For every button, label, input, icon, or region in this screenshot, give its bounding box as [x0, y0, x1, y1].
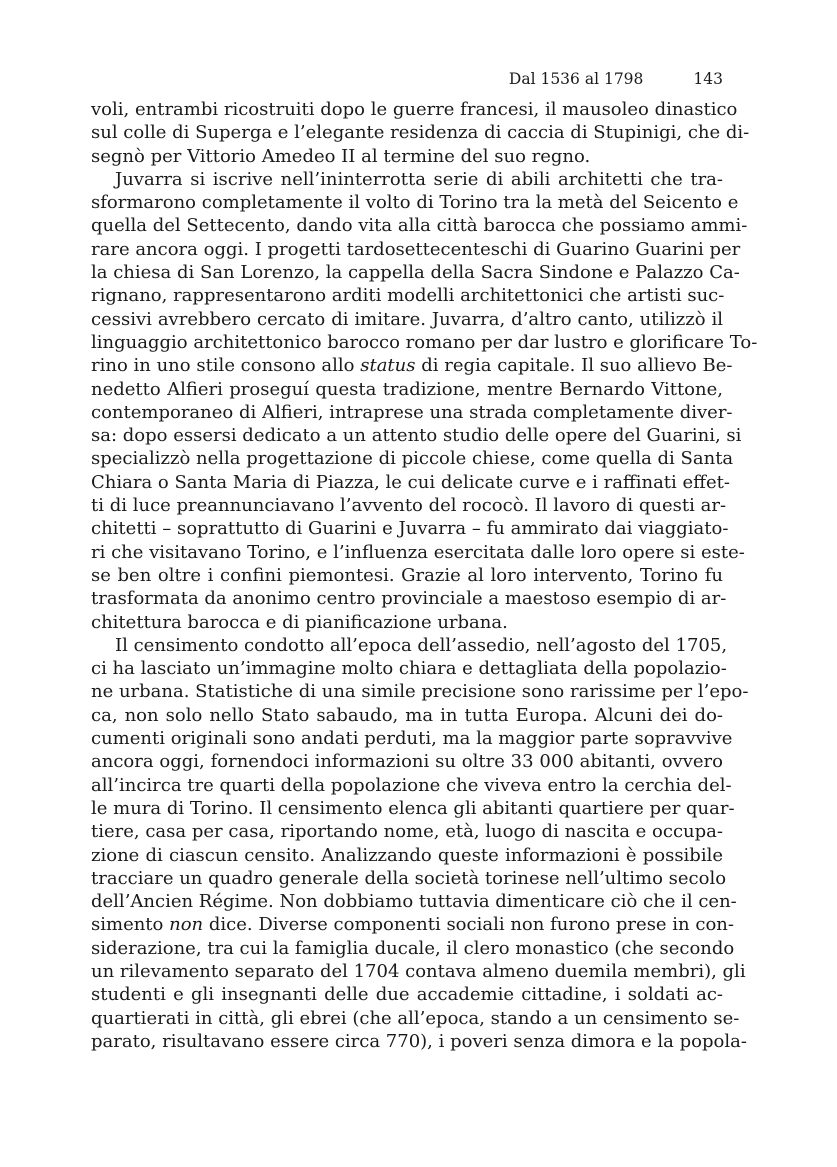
text-line: un rilevamento separato del 1704 contava almeno duemila membri), gli: [91, 960, 746, 982]
text-line-with-italic: simento non dice. Diverse componenti sociali non furono prese in con-: [91, 914, 734, 936]
body-text: [91, 98, 758, 1053]
text-line: sformarono completamente il volto di Torino tra la metà del Seicento e: [91, 192, 739, 214]
text-line: studenti e gli insegnanti delle due accademie cittadine, i soldati ac-: [91, 984, 723, 1006]
text-line: nedetto Alfieri proseguí questa tradizione, mentre Bernardo Vittone,: [91, 378, 723, 400]
text-line: tracciare un quadro generale della società torinese nell’ultimo secolo: [91, 867, 727, 889]
italic-word: status: [360, 355, 416, 377]
text-line: voli, entrambi ricostruiti dopo le guerre francesi, il mausoleo dinastico: [91, 99, 738, 120]
text-line: siderazione, tra cui la famiglia ducale, il clero monastico (che secondo: [91, 937, 735, 959]
text-line: ne urbana. Statistiche di una simile precisione sono rarissime per l’epo-: [91, 681, 749, 703]
text-line: cumenti originali sono andati perduti, ma la maggior parte sopravvive: [91, 728, 733, 750]
text-line: la chiesa di San Lorenzo, la cappella della Sacra Sindone e Palazzo Ca-: [91, 262, 740, 284]
text-line: rare ancora oggi. I progetti tardosettecenteschi di Guarino Guarini per: [91, 238, 741, 260]
italic-word: non: [169, 914, 204, 936]
text-line: specializzò nella progettazione di piccole chiese, come quella di Santa: [91, 448, 734, 470]
running-head: [91, 68, 723, 98]
book-page: [91, 68, 758, 1053]
text-line: Il censimento condotto all’epoca dell’assedio, nell’agosto del 1705,: [115, 634, 728, 656]
text-line: dell’Ancien Régime. Non dobbiamo tuttavia dimenticare ciò che il cen-: [91, 891, 737, 913]
text-line: linguaggio architettonico barocco romano per dar lustro e glorificare To-: [91, 331, 758, 353]
text-line: Chiara o Santa Maria di Piazza, le cui delicate curve e i raffinati effet-: [91, 471, 730, 493]
text-line-with-italic: rino in uno stile consono allo status di regia capitale. Il suo allievo Be-: [91, 355, 733, 377]
text-line: quartierati in città, gli ebrei (che all’epoca, stando a un censimento se-: [91, 1007, 740, 1029]
text-line: sa: dopo essersi dedicato a un attento studio delle opere del Guarini, si: [91, 425, 742, 447]
text-line: Juvarra si iscrive nell’ininterrotta serie di abili architetti che tra-: [115, 168, 723, 190]
text-line: chitettura barocca e di pianificazione urbana.: [91, 611, 508, 633]
page-number: 143: [693, 70, 723, 88]
text-line: quella del Settecento, dando vita alla città barocca che possiamo ammi-: [91, 215, 748, 237]
text-line: parato, risultavano essere circa 770), i poveri senza dimora e la popola-: [91, 1030, 747, 1052]
text-line: tiere, casa per casa, riportando nome, età, luogo di nascita e occupa-: [91, 821, 723, 843]
text-line: trasformata da anonimo centro provinciale a maestoso esempio di ar-: [91, 588, 727, 610]
text-line: all’incirca tre quarti della popolazione che viveva entro la cerchia del-: [91, 774, 732, 796]
text-line: ci ha lasciato un’immagine molto chiara e dettagliata della popolazio-: [91, 658, 727, 680]
text-line: ancora oggi, fornendoci informazioni su oltre 33 000 abitanti, ovvero: [91, 751, 723, 773]
text-line: rignano, rappresentarono arditi modelli architettonici che artisti suc-: [91, 285, 725, 307]
text-line: le mura di Torino. Il censimento elenca gli abitanti quartiere per quar-: [91, 797, 735, 819]
text-line: ti di luce preannunciavano l’avvento del rococò. Il lavoro di questi ar-: [91, 495, 727, 517]
text-line: ri che visitavano Torino, e l’influenza esercitata dalle loro opere si este-: [91, 541, 745, 563]
text-line: sul colle di Superga e l’elegante residenza di caccia di Stupinigi, che di-: [91, 122, 750, 144]
text-line: se ben oltre i confini piemontesi. Grazie al loro intervento, Torino fu: [91, 564, 723, 586]
text-line: segnò per Vittorio Amedeo II al termine del suo regno.: [91, 145, 591, 167]
text-line: cessivi avrebbero cercato di imitare. Juvarra, d’altro canto, utilizzò il: [91, 308, 723, 330]
text-line: ca, non solo nello Stato sabaudo, ma in tutta Europa. Alcuni dei do-: [91, 704, 723, 726]
running-head-title: Dal 1536 al 1798: [508, 70, 644, 88]
text-line: zione di ciascun censito. Analizzando queste informazioni è possibile: [91, 844, 723, 866]
text-line: chitetti – soprattutto di Guarini e Juvarra – fu ammirato dai viaggiato-: [91, 518, 729, 540]
text-line: contemporaneo di Alfieri, intraprese una strada completamente diver-: [91, 401, 733, 423]
